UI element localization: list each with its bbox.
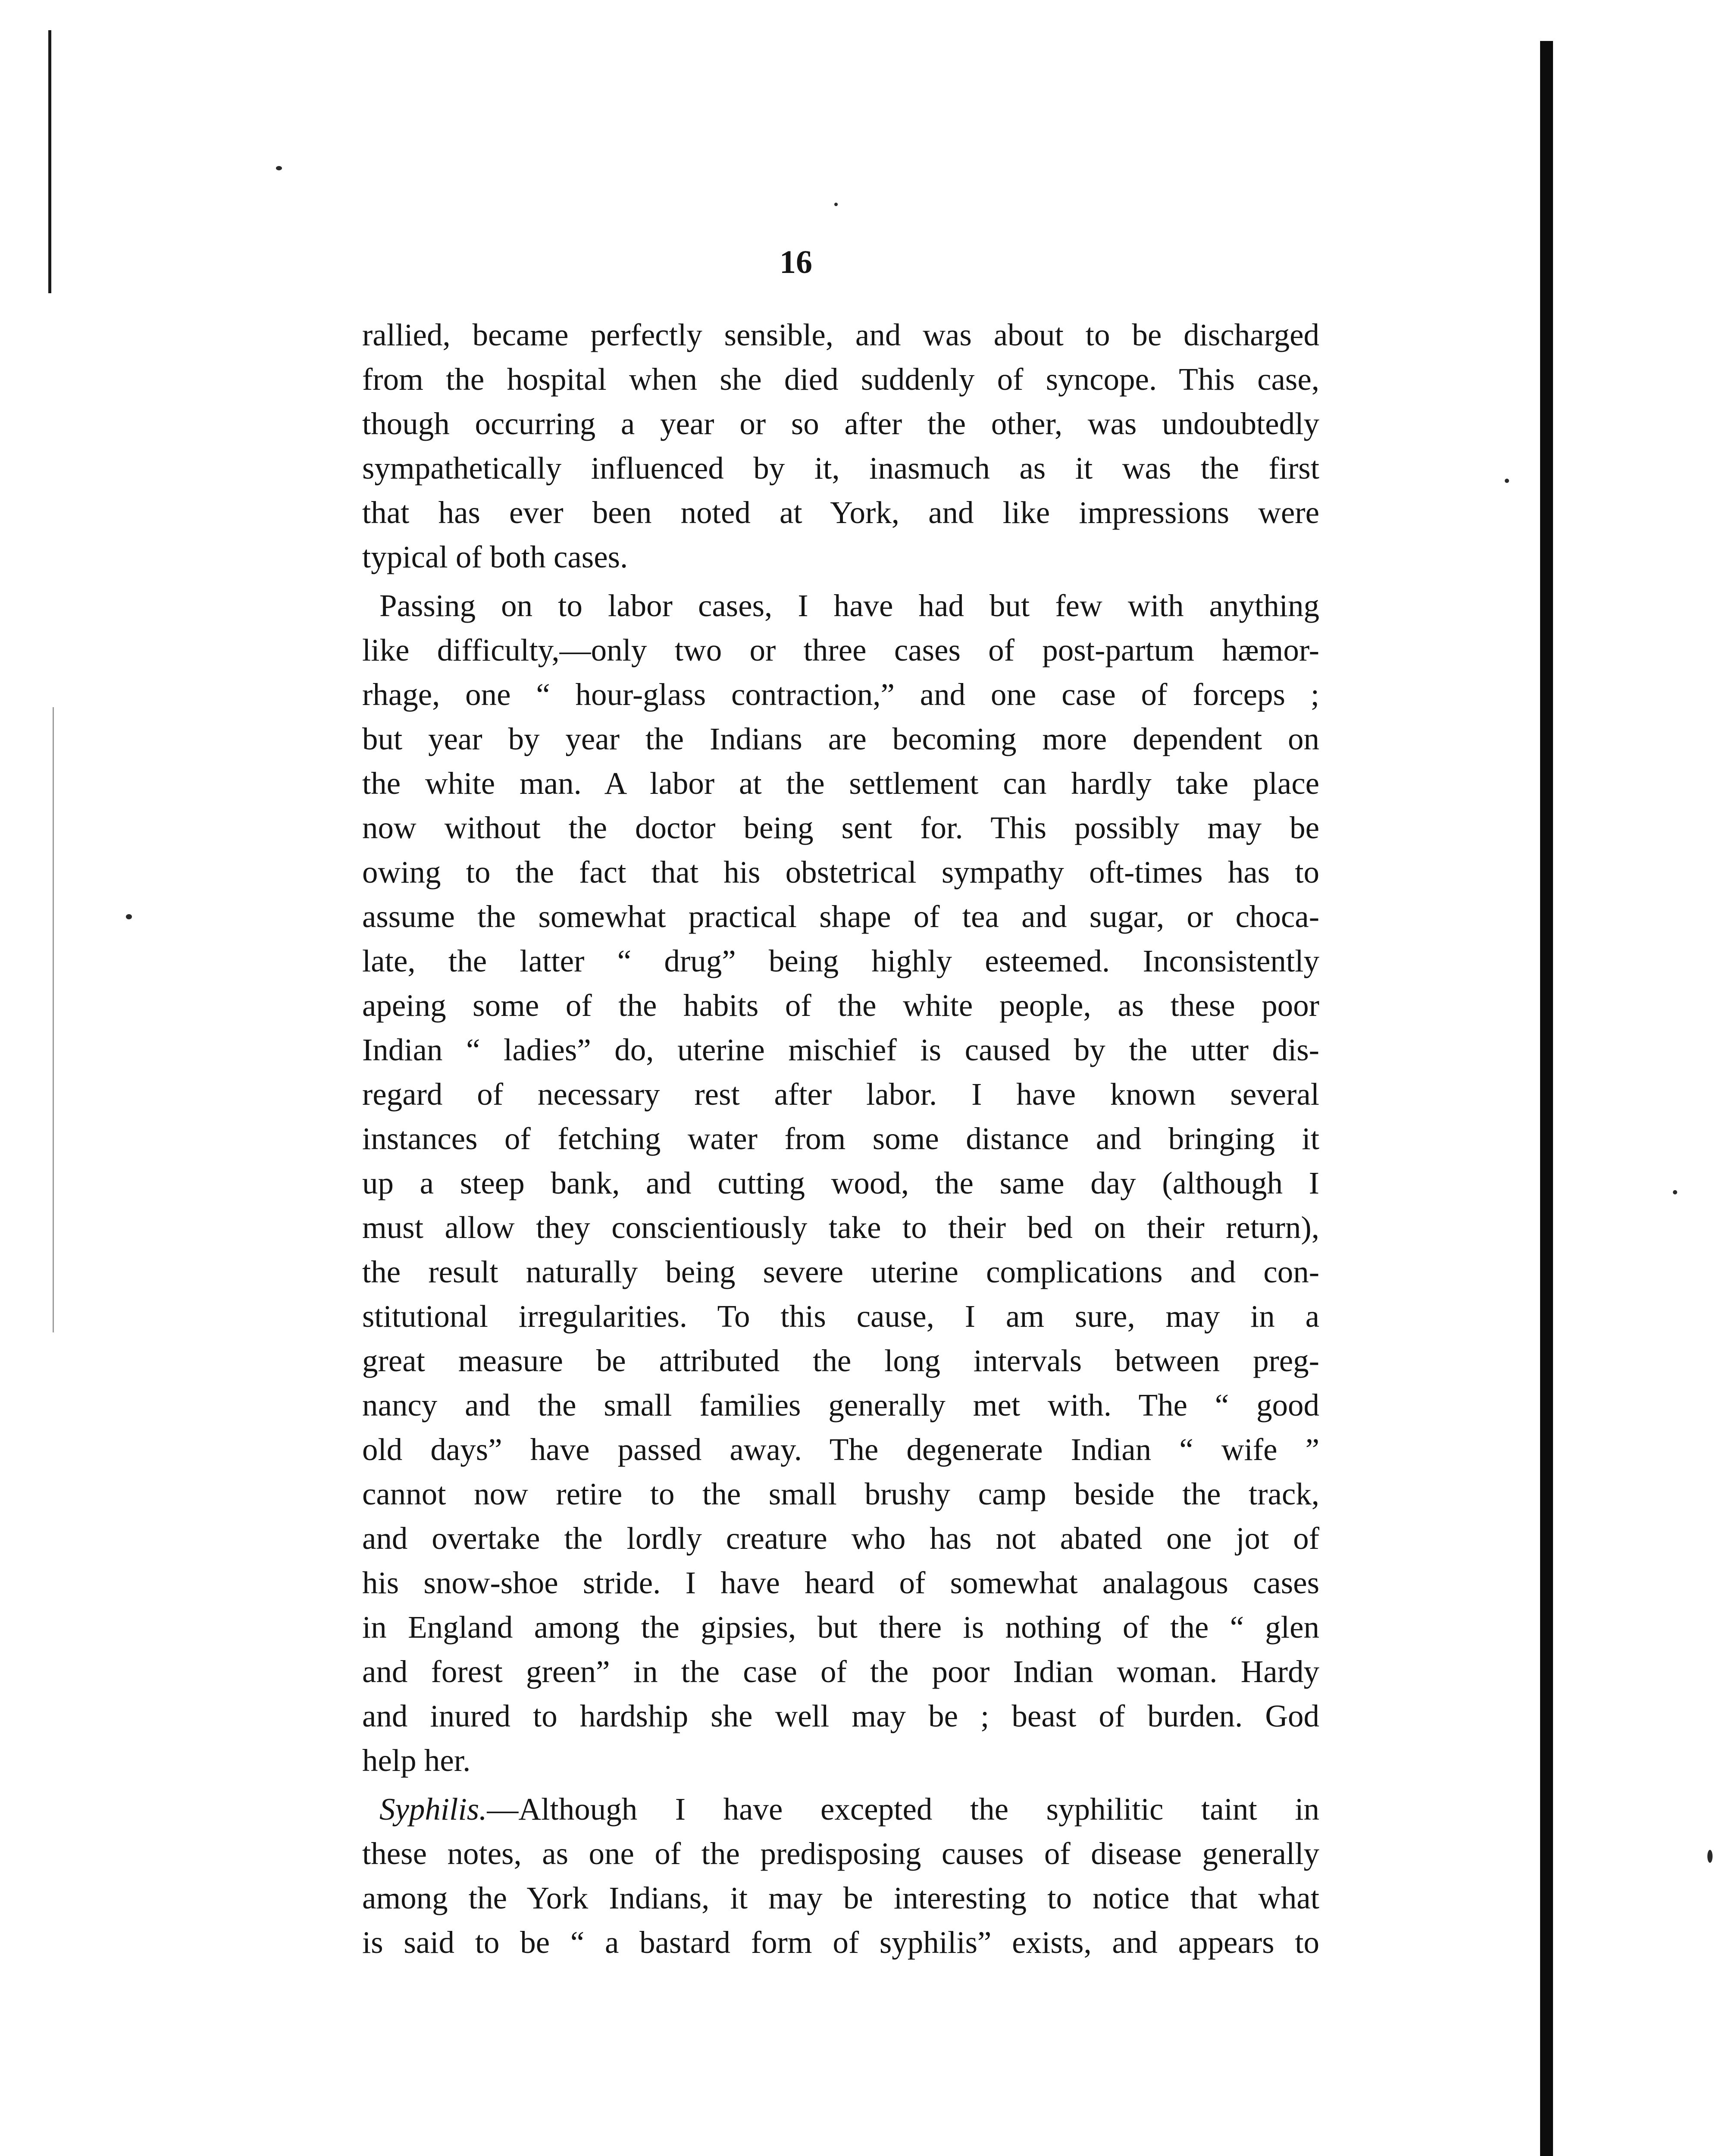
dust-speck	[126, 914, 132, 919]
text-line: instances of fetching water from some distance and bringing it	[362, 1121, 1319, 1156]
text-line: up a steep bank, and cutting wood, the same day (although I	[362, 1166, 1319, 1200]
dust-speck	[1707, 1850, 1713, 1863]
dust-speck	[1505, 479, 1509, 483]
text-line: his snow-shoe stride. I have heard of somewhat analagous cases	[362, 1565, 1319, 1600]
text-line: rallied, became perfectly sensible, and was about to be discharged	[362, 317, 1319, 352]
text-line: among the York Indians, it may be interesting to notice that what	[362, 1880, 1319, 1915]
text-line: old days” have passed away. The degenerate Indian “ wife ”	[362, 1432, 1319, 1467]
text-line: though occurring a year or so after the other, was undoubtedly	[362, 406, 1319, 441]
text-line: the white man. A labor at the settlement can hardly take place	[362, 766, 1319, 801]
text-line: the result naturally being severe uterine complications and con-	[362, 1254, 1319, 1289]
text-line: must allow they conscientiously take to their bed on their return),	[362, 1210, 1319, 1245]
text-line: nancy and the small families generally met with. The “ good	[362, 1388, 1319, 1423]
dust-speck	[276, 166, 282, 170]
text-line: cannot now retire to the small brushy camp beside the track,	[362, 1476, 1319, 1511]
text-line: is said to be “ a bastard form of syphilis” exists, and appears to	[362, 1925, 1319, 1960]
text-line: help her.	[362, 1743, 471, 1778]
text-line: like difficulty,—only two or three cases of post-partum hæmor-	[362, 633, 1319, 667]
text-line: and overtake the lordly creature who has not abated one jot of	[362, 1521, 1319, 1556]
text-line: regard of necessary rest after labor. I have known several	[362, 1077, 1319, 1112]
text-line: these notes, as one of the predisposing causes of disease generally	[362, 1836, 1319, 1871]
text-line: typical of both cases.	[362, 539, 628, 574]
text-line: and forest green” in the case of the poor Indian woman. Hardy	[362, 1654, 1319, 1689]
text-line: but year by year the Indians are becoming more dependent on	[362, 721, 1319, 756]
text-line: late, the latter “ drug” being highly esteemed. Inconsistently	[362, 943, 1319, 978]
text-line	[362, 1787, 1319, 1831]
text-line: sympathetically influenced by it, inasmuch as it was the first	[362, 451, 1319, 486]
body-text	[362, 313, 1319, 1965]
text-line: and inured to hardship she well may be ; beast of burden. God	[362, 1698, 1319, 1733]
text-line: from the hospital when she died suddenly of syncope. This case,	[362, 362, 1319, 397]
text-line-fragment: —Although I have excepted the syphilitic taint in	[487, 1792, 1319, 1827]
text-line: Passing on to labor cases, I have had but few with anything	[379, 588, 1319, 623]
scan-edge-left	[48, 30, 51, 293]
text-line: stitutional irregularities. To this cause, I am sure, may in a	[362, 1299, 1319, 1334]
scan-edge-right	[1540, 41, 1553, 2156]
text-line: apeing some of the habits of the white people, as these poor	[362, 988, 1319, 1023]
section-heading-syphilis: Syphilis.	[379, 1792, 487, 1827]
text-line: in England among the gipsies, but there is nothing of the “ glen	[362, 1610, 1319, 1645]
text-line: assume the somewhat practical shape of tea and sugar, or choca-	[362, 899, 1319, 934]
text-line: great measure be attributed the long intervals between preg-	[362, 1343, 1319, 1378]
dust-speck	[1673, 1190, 1677, 1194]
dust-speck	[834, 203, 838, 206]
text-line: owing to the fact that his obstetrical sympathy oft-times has to	[362, 855, 1319, 890]
text-line: now without the doctor being sent for. This possibly may be	[362, 810, 1319, 845]
text-line: Indian “ ladies” do, uterine mischief is caused by the utter dis-	[362, 1032, 1319, 1067]
text-line: rhage, one “ hour-glass contraction,” and one case of forceps ;	[362, 677, 1319, 712]
text-line: that has ever been noted at York, and like impressions were	[362, 495, 1319, 530]
scan-edge-left-faint	[53, 707, 54, 1332]
page-number: 16	[780, 244, 812, 280]
